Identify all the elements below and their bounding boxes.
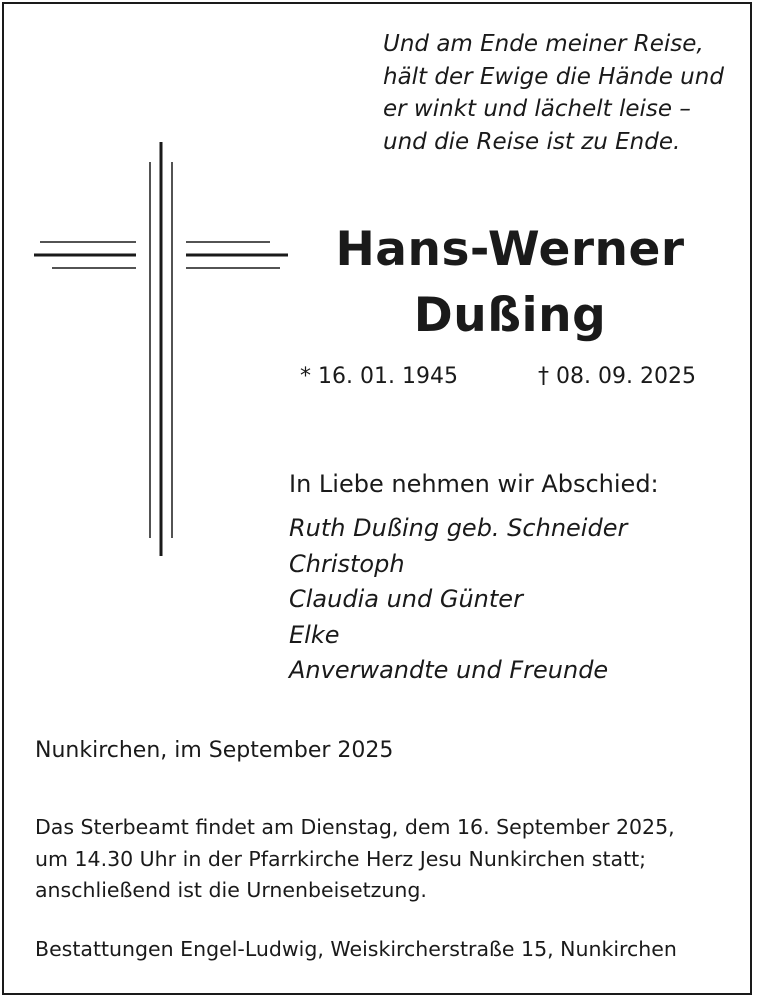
service-line: um 14.30 Uhr in der Pfarrkirche Herz Jesu Nunkirchen statt; [35,846,647,871]
poem-line: und die Reise ist zu Ende. [383,128,681,155]
funeral-home: Bestattungen Engel-Ludwig, Weiskircherstraße 15, Nunkirchen [35,937,677,961]
mourners-heading: In Liebe nehmen wir Abschied: [289,470,659,498]
place-date: Nunkirchen, im September 2025 [35,738,394,763]
cross-icon [30,140,292,560]
death-date: † 08. 09. 2025 [538,364,696,389]
service-info [35,812,675,907]
poem [383,28,743,158]
service-line: Das Sterbeamt findet am Dienstag, dem 16. September 2025, [35,815,675,839]
poem-line: hält der Ewige die Hände und [383,63,724,90]
mourner-name: Ruth Dußing geb. Schneider [289,514,628,542]
mourner-name: Christoph [289,549,405,578]
mourner-name: Anverwandte und Freunde [289,656,609,684]
deceased-last-name: Dußing [413,288,607,343]
poem-line: er winkt und lächelt leise – [383,96,691,122]
mourner-name: Elke [289,620,340,649]
service-line: anschließend ist die Urnenbeisetzung. [35,878,427,902]
poem-line: Und am Ende meiner Reise, [383,31,704,57]
birth-date: * 16. 01. 1945 [300,364,458,389]
mourners-list [289,511,627,689]
mourner-name: Claudia und Günter [289,585,523,613]
deceased-first-name: Hans-Werner [335,222,685,277]
